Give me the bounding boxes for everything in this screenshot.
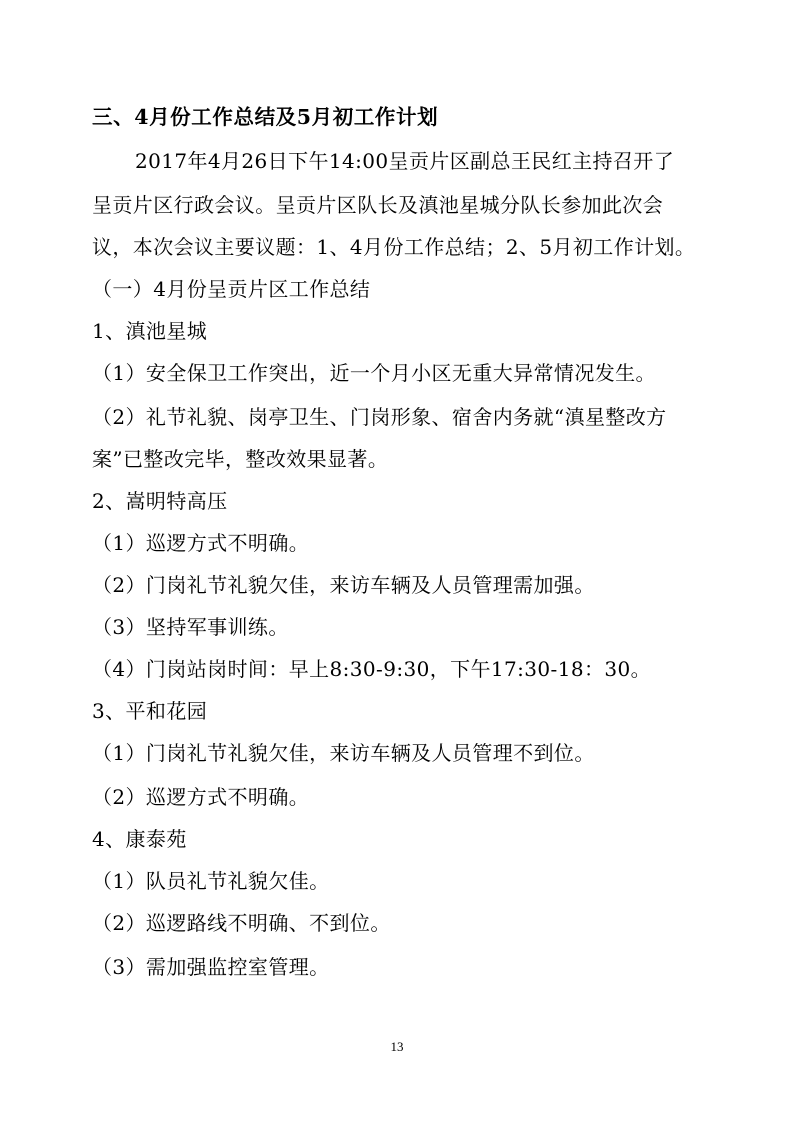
site-item: （1）巡逻方式不明确。: [92, 531, 310, 555]
site-title-kangtai: 4、康泰苑: [92, 827, 187, 851]
site-item: （2）巡逻方式不明确。: [92, 785, 310, 809]
site-item: 案”已整改完毕，整改效果显著。: [92, 447, 389, 471]
site-item: （1）安全保卫工作突出，近一个月小区无重大异常情况发生。: [92, 361, 656, 385]
site-item: （4）门岗站岗时间：早上8:30-9:30，下午17:30-18：30。: [92, 657, 651, 681]
site-item: （3）坚持军事训练。: [92, 615, 289, 639]
site-item: （1）队员礼节礼貌欠佳。: [92, 869, 330, 893]
site-title-dianchi: 1、滇池星城: [92, 319, 208, 343]
site-item: （1）门岗礼节礼貌欠佳，来访车辆及人员管理不到位。: [92, 741, 595, 765]
site-title-songming: 2、嵩明特高压: [92, 489, 228, 513]
page-number: 13: [390, 1039, 404, 1054]
intro-paragraph-line-3: 议，本次会议主要议题：1、4月份工作总结；2、5月初工作计划。: [92, 235, 696, 259]
subsection-title: （一）4月份呈贡片区工作总结: [92, 277, 371, 301]
site-item: （2）门岗礼节礼貌欠佳，来访车辆及人员管理需加强。: [92, 573, 595, 597]
site-title-pinghe: 3、平和花园: [92, 699, 208, 723]
site-item: （2）礼节礼貌、岗亭卫生、门岗形象、宿舍内务就“滇星整改方: [92, 405, 667, 429]
intro-paragraph-line-2: 呈贡片区行政会议。呈贡片区队长及滇池星城分队长参加此次会: [92, 193, 664, 217]
site-item: （2）巡逻路线不明确、不到位。: [92, 911, 391, 935]
section-heading: 三、4月份工作总结及5月初工作计划: [92, 105, 439, 129]
intro-paragraph-line-1: 2017年4月26日下午14:00呈贡片区副总王民红主持召开了: [135, 149, 675, 173]
site-item: （3）需加强监控室管理。: [92, 955, 330, 979]
